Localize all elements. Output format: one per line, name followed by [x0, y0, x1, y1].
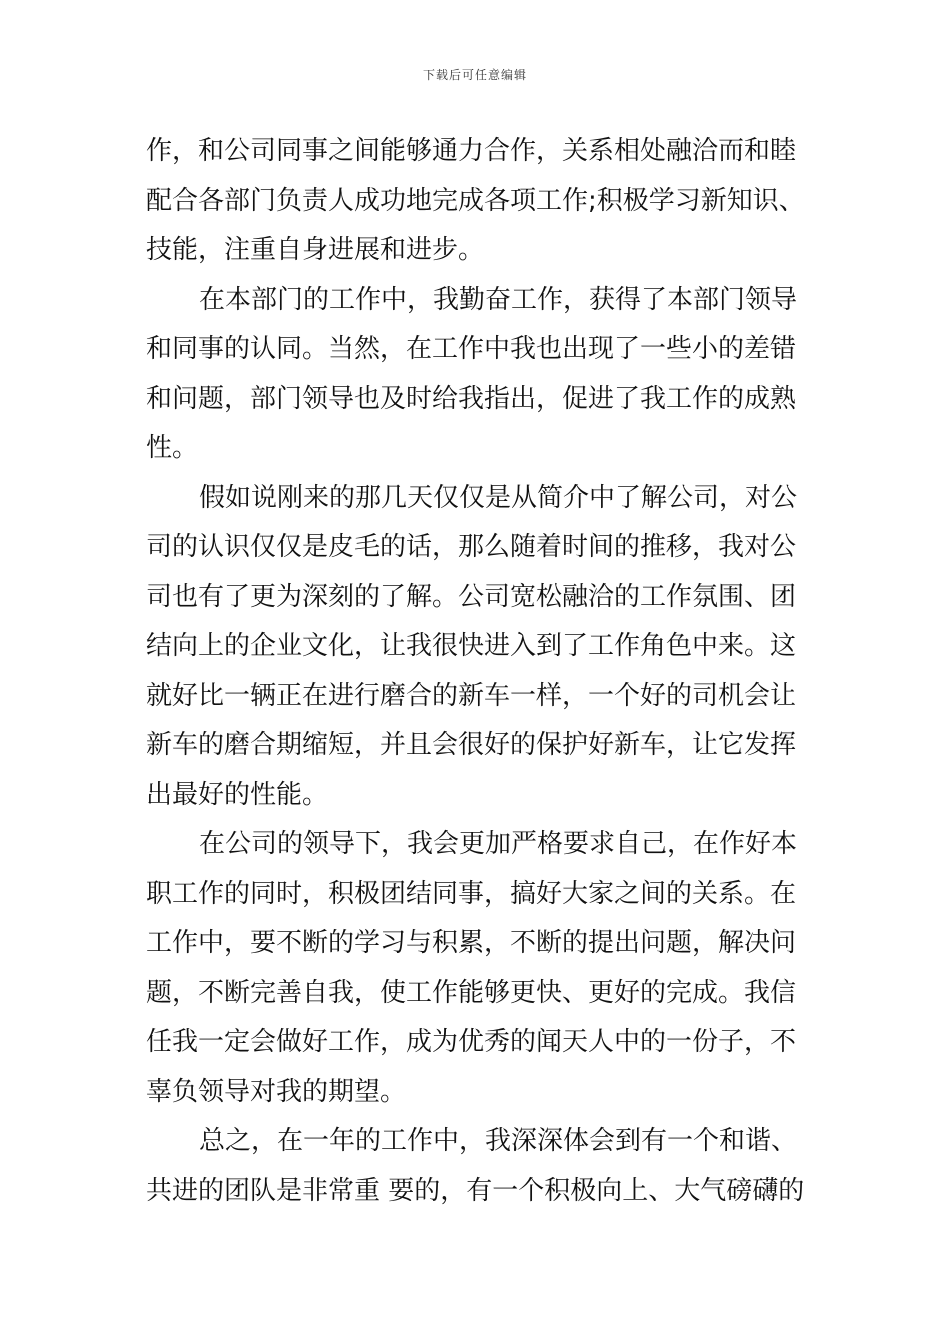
text-line: 职工作的同时，积极团结同事，搞好大家之间的关系。在	[146, 878, 797, 909]
text-line: 工作中，要不断的学习与积累，不断的提出问题，解决问	[146, 928, 797, 958]
text-line: 共进的团队是非常重 要的，有一个积极向上、大气磅礴的	[146, 1175, 805, 1206]
document-body	[146, 127, 811, 1216]
text-line: 配合各部门负责人成功地完成各项工作;积极学习新知识、	[146, 185, 805, 216]
text-line: 任我一定会做好工作，成为优秀的闻天人中的一份子，不	[146, 1027, 797, 1057]
text-line: 和问题，部门领导也及时给我指出，促进了我工作的成熟	[146, 383, 797, 414]
text-line: 技能，注重自身进展和进步。	[146, 235, 485, 265]
text-line: 新车的磨合期缩短，并且会很好的保护好新车，让它发挥	[146, 730, 797, 760]
text-line: 司也有了更为深刻的了解。公司宽松融洽的工作氛围、团	[146, 581, 797, 612]
text-line: 出最好的性能。	[146, 779, 329, 810]
text-line: 性。	[146, 433, 199, 463]
text-line: 和同事的认同。当然，在工作中我也出现了一些小的差错	[146, 334, 797, 364]
text-line: 总之，在一年的工作中，我深深体会到有一个和谐、	[199, 1126, 798, 1156]
text-line: 司的认识仅仅是皮毛的话，那么随着时间的推移，我对公	[146, 532, 797, 562]
text-line: 在本部门的工作中，我勤奋工作，获得了本部门领导	[199, 284, 798, 315]
text-line: 辜负领导对我的期望。	[146, 1076, 407, 1107]
text-line: 就好比一辆正在进行磨合的新车一样，一个好的司机会让	[146, 680, 797, 711]
page-header: 下载后可任意编辑	[422, 68, 527, 82]
text-line: 结向上的企业文化，让我很快进入到了工作角色中来。这	[146, 631, 797, 661]
text-line: 作，和公司同事之间能够通力合作，关系相处融洽而和睦	[146, 136, 797, 166]
text-line: 题，不断完善自我，使工作能够更快、更好的完成。我信	[146, 977, 797, 1008]
text-line: 在公司的领导下，我会更加严格要求自己，在作好本	[199, 829, 798, 859]
text-line: 假如说刚来的那几天仅仅是从简介中了解公司，对公	[199, 482, 798, 513]
